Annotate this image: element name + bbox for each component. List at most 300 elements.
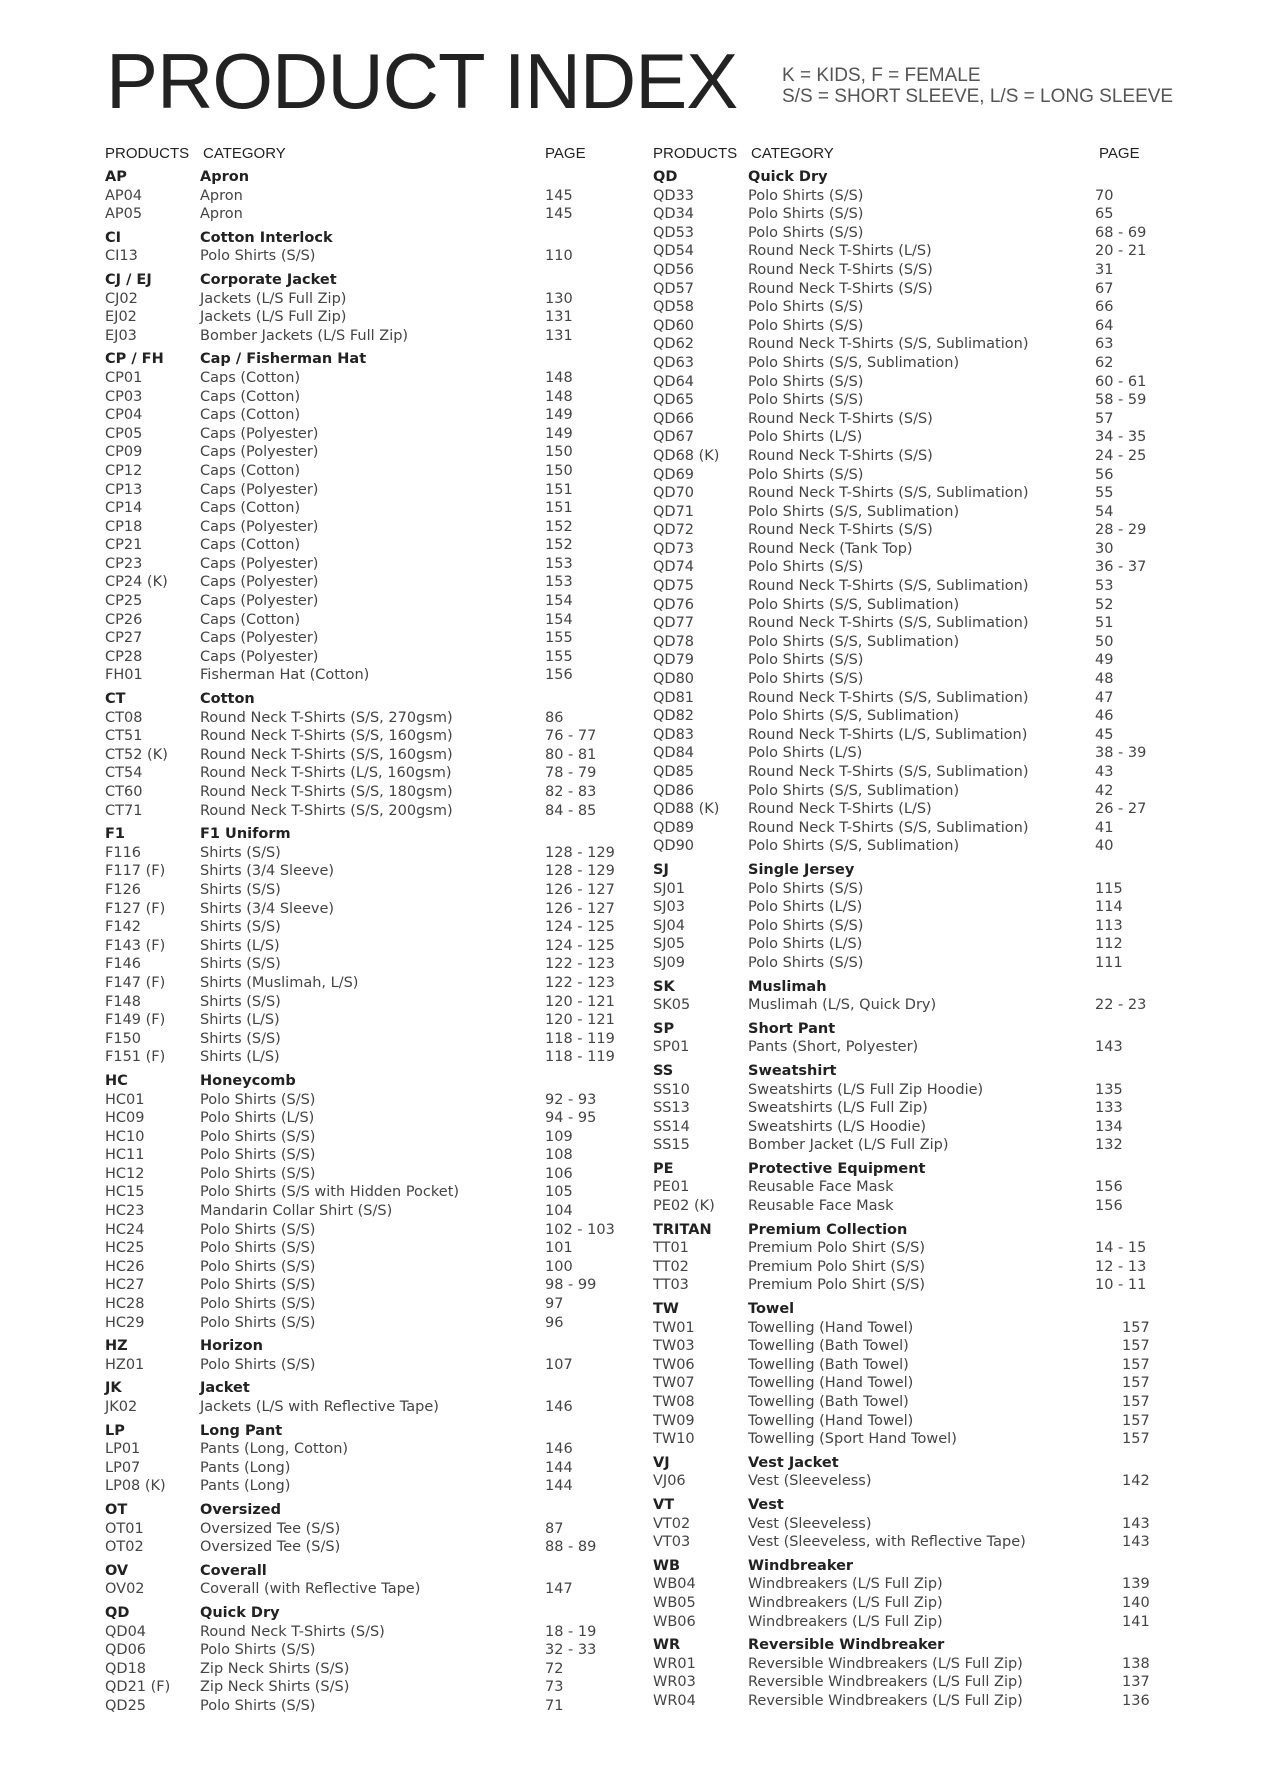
page-number: 153 [545,555,573,572]
product-category: Polo Shirts (S/S, Sublimation) [748,633,960,650]
product-category: Caps (Cotton) [200,500,301,517]
section-code: CT [105,691,126,708]
product-code: CP21 [105,537,143,554]
product-category: Premium Polo Shirt (S/S) [748,1258,926,1275]
section-code: SK [653,978,675,995]
product-code: VT03 [653,1534,691,1551]
page-number: 32 - 33 [545,1642,597,1659]
product-code: HC09 [105,1110,145,1127]
page-number: 84 - 85 [545,802,597,819]
product-category: Polo Shirts (L/S) [748,429,863,446]
product-category: Polo Shirts (S/S) [748,559,864,576]
product-category: Towelling (Hand Towel) [748,1319,914,1336]
product-code: PE02 (K) [653,1198,715,1215]
product-code: QD82 [653,708,695,725]
product-code: VT02 [653,1515,691,1532]
product-category: Round Neck T-Shirts (S/S, Sublimation) [748,578,1029,595]
page-number: 58 - 59 [1095,392,1147,409]
product-code: F116 [105,844,142,861]
product-code: F142 [105,919,142,936]
section-name: Reversible Windbreaker [748,1637,945,1654]
product-category: Polo Shirts (S/S) [748,224,864,241]
section-name: Sweatshirt [748,1062,837,1079]
product-code: SJ05 [653,936,685,953]
page-number: 124 - 125 [545,919,615,936]
product-code: CP05 [105,425,143,442]
product-category: Zip Neck Shirts (S/S) [200,1660,350,1677]
section-name: Apron [200,169,250,185]
product-code: QD34 [653,206,695,223]
product-category: Apron [200,206,243,223]
page-number: 12 - 13 [1095,1258,1147,1275]
product-category: Polo Shirts (S/S) [200,1314,316,1331]
product-category: Pants (Long) [200,1478,291,1495]
product-code: QD80 [653,671,695,688]
product-category: Oversized Tee (S/S) [200,1539,341,1556]
product-code: TW03 [653,1338,695,1355]
product-code: HC26 [105,1258,145,1275]
product-category: Round Neck T-Shirts (S/S, Sublimation) [748,615,1029,632]
product-code: CT71 [105,802,143,819]
product-category: Round Neck T-Shirts (S/S) [748,522,933,539]
product-category: Polo Shirts (S/S, Sublimation) [748,503,960,520]
section-name: Protective Equipment [748,1160,926,1177]
product-category: Towelling (Bath Towel) [748,1338,909,1355]
page-number: 92 - 93 [545,1091,597,1108]
product-code: F151 (F) [105,1049,166,1066]
product-category: Polo Shirts (S/S) [200,1697,316,1714]
product-category: Sweatshirts (L/S Hoodie) [748,1118,927,1135]
page-number: 82 - 83 [545,784,597,800]
product-category: Towelling (Hand Towel) [748,1412,914,1429]
product-code: HC24 [105,1221,145,1238]
page-number: 18 - 19 [545,1623,597,1640]
page-number: 114 [1095,899,1123,916]
page-number: 144 [545,1478,573,1495]
product-category: Polo Shirts (S/S, Sublimation) [748,782,960,799]
product-code: QD70 [653,485,695,502]
page-number: 46 [1095,708,1114,725]
page-number: 54 [1095,503,1114,520]
page-number: 148 [545,369,573,386]
product-code: QD72 [653,522,695,539]
product-category: Bomber Jackets (L/S Full Zip) [200,327,409,344]
section-name: Corporate Jacket [200,271,337,288]
product-category: Polo Shirts (S/S, Sublimation) [748,708,960,725]
product-code: QD69 [653,466,695,483]
page-number: 149 [545,407,573,424]
product-code: CP01 [105,369,143,386]
product-code: QD63 [653,354,695,371]
page-number: 131 [545,309,573,326]
product-code: CP14 [105,500,143,517]
product-category: Reversible Windbreakers (L/S Full Zip) [748,1674,1023,1691]
product-category: Round Neck T-Shirts (S/S) [748,447,933,464]
page-number: 135 [1095,1081,1123,1098]
page-title: PRODUCT INDEX [106,37,738,125]
product-category: Round Neck T-Shirts (S/S) [748,261,933,278]
product-code: QD18 [105,1660,147,1677]
product-category: Sweatshirts (L/S Full Zip Hoodie) [748,1081,984,1098]
product-code: F117 (F) [105,863,166,880]
page-number: 150 [545,444,573,461]
product-code: CP24 (K) [105,574,168,591]
product-category: Polo Shirts (S/S) [200,1277,316,1294]
product-category: Polo Shirts (L/S) [200,1110,315,1127]
product-code: QD57 [653,280,695,297]
legend [782,65,1173,107]
page-number: 153 [545,574,573,591]
product-code: SS15 [653,1137,690,1154]
page-number: 76 - 77 [545,728,597,745]
section-code: AP [105,169,127,185]
product-code: TT01 [653,1240,689,1257]
legend-line: S/S = SHORT SLEEVE, L/S = LONG SLEEVE [782,86,1174,107]
product-code: QD04 [105,1623,147,1640]
page-number: 110 [545,248,573,265]
product-category: Round Neck T-Shirts (S/S, 180gsm) [200,784,453,800]
product-category: Shirts (S/S) [200,993,281,1010]
product-code: VJ06 [653,1473,686,1490]
section-name: Towel [748,1301,795,1318]
product-category: Polo Shirts (S/S) [748,392,864,409]
product-category: Oversized Tee (S/S) [200,1520,341,1537]
product-code: SS10 [653,1081,690,1098]
product-code: QD79 [653,652,695,669]
product-code: HC25 [105,1240,145,1257]
product-code: QD81 [653,689,695,706]
page-number: 149 [545,425,573,442]
page-number: 24 - 25 [1095,447,1147,464]
header-page: PAGE [545,145,586,162]
product-category: Round Neck T-Shirts (L/S) [748,801,932,818]
page-number: 101 [545,1240,573,1257]
page-number: 138 [1122,1655,1150,1672]
page-number: 55 [1095,485,1114,502]
product-code: LP01 [105,1441,141,1458]
product-category: Caps (Polyester) [200,630,319,647]
product-category: Polo Shirts (S/S) [748,206,864,223]
product-code: QD78 [653,633,695,650]
section-code: CI [105,229,122,246]
product-code: PE01 [653,1179,690,1196]
product-code: AP04 [105,187,143,204]
product-code: QD75 [653,578,695,595]
product-code: QD88 (K) [653,801,720,818]
product-category: Round Neck T-Shirts (S/S, Sublimation) [748,485,1029,502]
product-category: Caps (Polyester) [200,648,319,665]
page-number: 157 [1122,1394,1150,1410]
product-category: Jackets (L/S Full Zip) [200,309,347,326]
product-code: HC01 [105,1091,145,1108]
product-code: QD21 (F) [105,1679,171,1696]
page-number: 156 [1095,1198,1123,1215]
product-code: LP07 [105,1459,141,1476]
page-number: 145 [545,187,573,204]
page-number: 78 - 79 [545,765,597,782]
section-code: LP [105,1422,125,1439]
page-number: 157 [1122,1375,1150,1392]
page-number: 60 - 61 [1095,373,1147,390]
page-number: 115 [1095,880,1123,897]
product-category: Polo Shirts (S/S) [200,1091,316,1108]
page-number: 152 [545,537,573,554]
page-number: 126 - 127 [545,900,615,917]
product-code: TW01 [653,1319,695,1336]
page-number: 122 - 123 [545,956,615,973]
product-category: Shirts (S/S) [200,956,281,973]
product-category: Reusable Face Mask [748,1198,894,1215]
product-code: QD77 [653,615,695,632]
section-code: CJ / EJ [105,271,152,288]
page-number: 68 - 69 [1095,224,1147,241]
product-category: Shirts (S/S) [200,881,281,898]
product-category: Shirts (S/S) [200,1030,281,1047]
page-number: 41 [1095,819,1114,836]
page-number: 63 [1095,336,1114,353]
page-number: 20 - 21 [1095,243,1147,260]
product-code: QD33 [653,187,695,204]
page-number: 139 [1122,1576,1150,1593]
page-number: 105 [545,1184,573,1201]
page-number: 155 [545,648,573,665]
product-code: QD76 [653,596,695,613]
product-category: Polo Shirts (L/S) [748,936,863,953]
product-category: Polo Shirts (S/S) [200,1147,316,1164]
section-name: Oversized [200,1501,282,1518]
product-category: Towelling (Hand Towel) [748,1375,914,1392]
page-number: 144 [545,1459,573,1476]
page-number: 71 [545,1697,564,1714]
product-code: TT02 [653,1258,689,1275]
header-page: PAGE [1099,145,1140,162]
product-code: CP12 [105,462,143,479]
product-code: SJ04 [653,917,685,934]
product-category: Polo Shirts (S/S, Sublimation) [748,596,960,613]
product-code: QD71 [653,503,695,520]
section-name: Single Jersey [748,861,855,878]
page-number: 53 [1095,578,1114,595]
page-number: 156 [545,667,573,684]
page-number: 120 - 121 [545,993,615,1010]
page-number: 52 [1095,596,1114,613]
product-category: Caps (Polyester) [200,574,319,591]
page-number: 151 [545,481,573,498]
product-category: Round Neck T-Shirts (S/S) [748,280,933,297]
product-code: CP26 [105,611,143,628]
product-code: QD90 [653,838,695,855]
product-category: Polo Shirts (S/S) [200,1165,316,1182]
product-code: F143 (F) [105,937,166,954]
product-code: QD56 [653,261,695,278]
product-category: Polo Shirts (S/S) [748,317,864,334]
product-category: Sweatshirts (L/S Full Zip) [748,1100,928,1117]
product-code: LP08 (K) [105,1478,166,1495]
product-code: F148 [105,993,142,1010]
page-number: 141 [1122,1613,1150,1630]
product-code: TW09 [653,1412,695,1429]
product-code: OV02 [105,1581,145,1598]
section-code: JK [105,1380,122,1397]
page-number: 157 [1122,1412,1150,1429]
product-code: OT02 [105,1539,144,1556]
page-number: 56 [1095,466,1114,483]
section-name: Cap / Fisherman Hat [200,351,367,368]
page-number: 22 - 23 [1095,997,1147,1014]
section-code: WB [653,1557,681,1574]
page-number: 154 [545,593,573,610]
product-category: Premium Polo Shirt (S/S) [748,1240,926,1257]
page-number: 42 [1095,782,1114,799]
product-category: Caps (Polyester) [200,444,319,461]
page-number: 124 - 125 [545,937,615,954]
page-number: 26 - 27 [1095,801,1147,818]
page-number: 28 - 29 [1095,522,1147,539]
product-category: Caps (Cotton) [200,388,301,405]
product-code: WB05 [653,1594,696,1611]
page-number: 73 [545,1679,564,1696]
page-number: 142 [1122,1473,1150,1490]
section-code: WR [653,1637,681,1654]
section-name: Premium Collection [748,1221,908,1238]
product-code: CP25 [105,593,143,610]
page-number: 147 [545,1581,573,1598]
product-category: Reusable Face Mask [748,1179,894,1196]
page-number: 118 - 119 [545,1030,615,1047]
product-category: Caps (Cotton) [200,462,301,479]
product-code: SJ09 [653,954,685,971]
page-number: 151 [545,500,573,517]
product-category: Vest (Sleeveless) [748,1515,872,1532]
product-category: Polo Shirts (S/S) [200,1642,316,1659]
page-number: 38 - 39 [1095,745,1147,762]
product-code: QD60 [653,317,695,334]
product-category: Round Neck (Tank Top) [748,540,913,557]
page-number: 57 [1095,410,1114,427]
page-number: 136 [1122,1692,1150,1709]
product-code: F127 (F) [105,900,166,917]
page-number: 106 [545,1165,573,1182]
product-code: HZ01 [105,1356,145,1373]
product-category: Round Neck T-Shirts (S/S, Sublimation) [748,819,1029,836]
page-number: 154 [545,611,573,628]
product-category: Caps (Polyester) [200,425,319,442]
product-category: Caps (Cotton) [200,611,301,628]
product-code: AP05 [105,206,143,223]
product-code: OT01 [105,1520,144,1537]
section-code: QD [105,1604,130,1621]
section-name: Cotton Interlock [200,229,333,246]
section-code: PE [653,1160,674,1177]
product-code: SJ01 [653,880,685,897]
product-category: Polo Shirts (S/S) [748,373,864,390]
product-category: Polo Shirts (L/S) [748,899,863,916]
page-number: 45 [1095,726,1114,743]
section-name: Quick Dry [200,1604,280,1621]
page-number: 88 - 89 [545,1539,597,1556]
product-code: HC28 [105,1296,145,1313]
product-code: CI13 [105,248,138,265]
page-number: 113 [1095,917,1123,934]
product-category: Polo Shirts (S/S with Hidden Pocket) [200,1184,460,1201]
section-name: Cotton [200,691,255,708]
product-code: QD84 [653,745,695,762]
page-number: 86 [545,709,564,726]
product-code: TW07 [653,1375,695,1392]
section-code: OT [105,1501,128,1518]
page-number: 148 [545,388,573,405]
section-code: SS [653,1062,674,1079]
product-code: WR03 [653,1674,696,1691]
product-code: QD65 [653,392,695,409]
page-number: 134 [1095,1118,1123,1135]
product-category: Round Neck T-Shirts (S/S) [748,410,933,427]
product-code: CJ02 [105,290,138,307]
product-category: Pants (Long, Cotton) [200,1441,349,1458]
product-category: Windbreakers (L/S Full Zip) [748,1576,943,1593]
product-category: Polo Shirts (S/S) [200,1240,316,1257]
product-category: Caps (Polyester) [200,518,319,535]
product-code: F149 (F) [105,1012,166,1029]
page-number: 40 [1095,838,1114,855]
product-category: Towelling (Sport Hand Towel) [748,1431,957,1448]
product-category: Vest (Sleeveless, with Reflective Tape) [748,1534,1026,1551]
product-code: HC12 [105,1165,145,1182]
page-number: 120 - 121 [545,1012,615,1029]
product-category: Polo Shirts (S/S) [200,1296,316,1313]
product-category: Round Neck T-Shirts (S/S, Sublimation) [748,336,1029,353]
product-category: Caps (Polyester) [200,555,319,572]
page-number: 96 [545,1314,564,1331]
page-number: 30 [1095,540,1114,557]
product-code: SK05 [653,997,691,1014]
page-number: 62 [1095,354,1114,371]
section-code: SP [653,1020,675,1037]
page-number: 31 [1095,261,1114,278]
product-category: Round Neck T-Shirts (S/S, 200gsm) [200,802,453,819]
product-category: Round Neck T-Shirts (S/S, 270gsm) [200,709,453,726]
product-category: Polo Shirts (S/S) [748,880,864,897]
product-code: CP03 [105,388,143,405]
page-number: 157 [1122,1319,1150,1336]
page-number: 10 - 11 [1095,1277,1147,1294]
page-number: 108 [545,1147,573,1164]
product-code: CP23 [105,555,143,572]
product-category: Shirts (Muslimah, L/S) [200,974,359,991]
product-category: Caps (Cotton) [200,407,301,424]
product-code: HC29 [105,1314,145,1331]
section-code: TW [653,1301,679,1318]
page-number: 107 [545,1356,573,1373]
product-code: QD73 [653,540,695,557]
page-number: 137 [1122,1674,1150,1691]
product-category: Windbreakers (L/S Full Zip) [748,1594,943,1611]
page-number: 66 [1095,299,1114,316]
page-number: 111 [1095,954,1123,971]
section-code: CP / FH [105,351,164,368]
product-category: Shirts (3/4 Sleeve) [200,900,335,917]
page-number: 118 - 119 [545,1049,615,1066]
product-category: Polo Shirts (S/S, Sublimation) [748,838,960,855]
product-code: HC15 [105,1184,145,1201]
product-code: WR04 [653,1692,696,1709]
page-number: 150 [545,462,573,479]
product-category: Apron [200,187,243,204]
product-category: Round Neck T-Shirts (L/S, 160gsm) [200,765,452,782]
page-number: 140 [1122,1594,1150,1611]
product-code: QD53 [653,224,695,241]
product-code: CT08 [105,709,143,726]
